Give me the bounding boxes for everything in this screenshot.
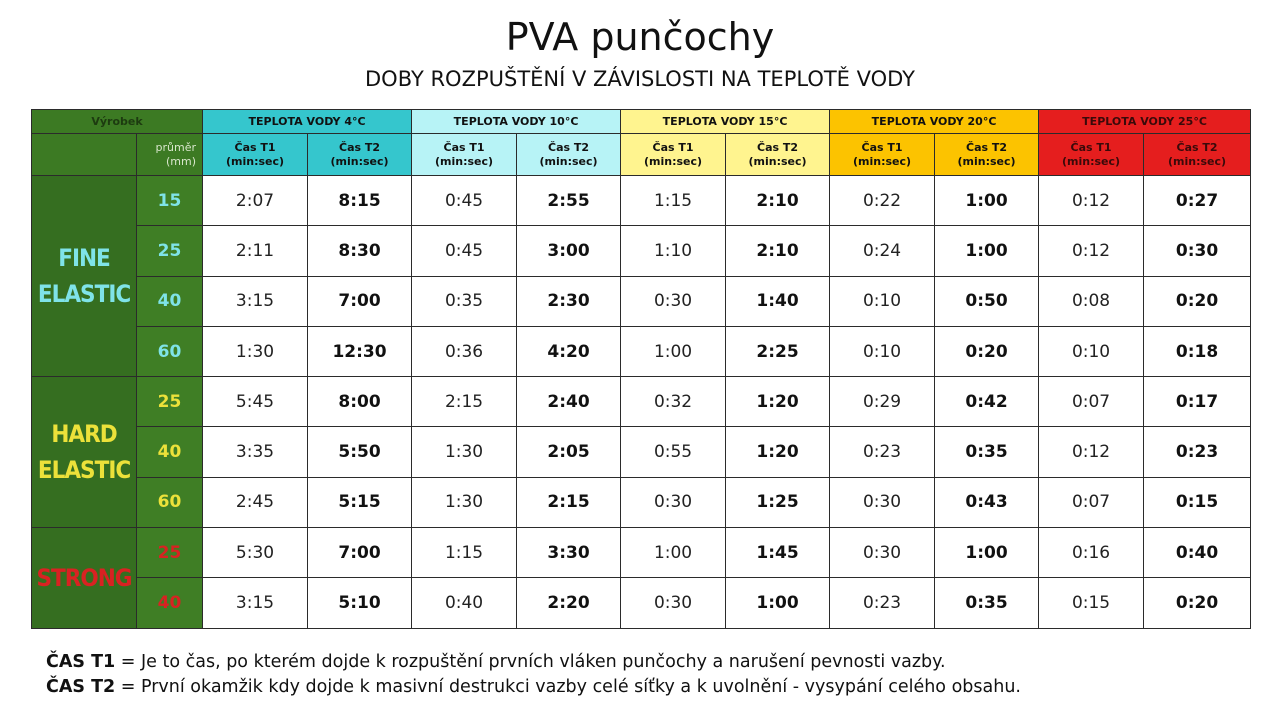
time-t1-cell: 0:12 — [1039, 427, 1144, 477]
legend-t2-text: = První okamžik kdy dojde k masivní destrukci vazby celé síťky a k uvolnění - vysypání celého obsahu. — [115, 677, 1021, 697]
diameter-header: průměr (mm) — [137, 134, 203, 176]
diameter-cell: 25 — [137, 226, 203, 276]
time-t2-cell: 4:20 — [517, 326, 621, 376]
time-t1-cell: 0:07 — [1039, 377, 1144, 427]
table-row — [32, 578, 1251, 628]
time-t2-cell: 2:05 — [517, 427, 621, 477]
table-row — [32, 326, 1251, 376]
time-t1-cell: 1:30 — [412, 477, 517, 527]
time-header-t2: Čas T2 (min:sec) — [308, 134, 412, 176]
time-t2-cell: 0:42 — [935, 377, 1039, 427]
table-row — [32, 377, 1251, 427]
time-t2-cell: 8:00 — [308, 377, 412, 427]
time-t2-cell: 1:40 — [726, 276, 830, 326]
table-row — [32, 528, 1251, 578]
time-t1-cell: 0:55 — [621, 427, 726, 477]
dissolution-table — [31, 109, 1251, 629]
time-header-t1: Čas T1 (min:sec) — [830, 134, 935, 176]
time-t1-cell: 0:45 — [412, 226, 517, 276]
diameter-cell: 60 — [137, 326, 203, 376]
legend — [46, 650, 1021, 700]
time-t2-cell: 2:15 — [517, 477, 621, 527]
time-t2-cell: 1:25 — [726, 477, 830, 527]
time-t2-cell: 0:27 — [1144, 176, 1251, 226]
time-t1-cell: 2:45 — [203, 477, 308, 527]
time-t1-cell: 0:30 — [830, 477, 935, 527]
product-header-blank — [32, 134, 137, 176]
time-t2-cell: 1:45 — [726, 528, 830, 578]
time-header-t2: Čas T2 (min:sec) — [1144, 134, 1251, 176]
time-t2-cell: 2:55 — [517, 176, 621, 226]
table-row — [32, 477, 1251, 527]
diameter-cell: 60 — [137, 477, 203, 527]
time-t2-cell: 0:15 — [1144, 477, 1251, 527]
time-t1-cell: 1:15 — [412, 528, 517, 578]
diameter-cell: 25 — [137, 528, 203, 578]
table-row — [32, 176, 1251, 226]
legend-t2-term: ČAS T2 — [46, 677, 116, 697]
product-strong: STRONG — [32, 528, 137, 629]
page-subtitle: DOBY ROZPUŠTĚNÍ V ZÁVISLOSTI NA TEPLOTĚ VODY — [365, 67, 915, 91]
time-t1-cell: 0:12 — [1039, 226, 1144, 276]
time-t2-cell: 0:50 — [935, 276, 1039, 326]
header-row-temperatures — [32, 110, 1251, 134]
time-t1-cell: 0:10 — [830, 276, 935, 326]
time-t1-cell: 1:30 — [412, 427, 517, 477]
time-t1-cell: 0:10 — [1039, 326, 1144, 376]
table-row — [32, 226, 1251, 276]
time-header-t2: Čas T2 (min:sec) — [726, 134, 830, 176]
time-t2-cell: 2:10 — [726, 176, 830, 226]
time-header-t1: Čas T1 (min:sec) — [203, 134, 308, 176]
temp-header-20: TEPLOTA VODY 20°C — [830, 110, 1039, 134]
time-header-t2: Čas T2 (min:sec) — [935, 134, 1039, 176]
product-fine-elastic: FINE ELASTIC — [32, 176, 137, 377]
time-t1-cell: 0:35 — [412, 276, 517, 326]
time-t1-cell: 0:15 — [1039, 578, 1144, 628]
time-t2-cell: 3:00 — [517, 226, 621, 276]
time-t1-cell: 0:30 — [621, 276, 726, 326]
temp-header-4: TEPLOTA VODY 4°C — [203, 110, 412, 134]
time-t2-cell: 7:00 — [308, 276, 412, 326]
time-t2-cell: 1:00 — [935, 226, 1039, 276]
time-t2-cell: 1:00 — [726, 578, 830, 628]
time-t1-cell: 0:29 — [830, 377, 935, 427]
product-header: Výrobek — [32, 110, 203, 134]
time-t1-cell: 2:07 — [203, 176, 308, 226]
time-t1-cell: 0:30 — [830, 528, 935, 578]
time-t2-cell: 5:10 — [308, 578, 412, 628]
time-t2-cell: 0:17 — [1144, 377, 1251, 427]
legend-t2 — [46, 675, 1021, 700]
time-t2-cell: 0:20 — [1144, 578, 1251, 628]
time-t1-cell: 5:45 — [203, 377, 308, 427]
time-t2-cell: 1:20 — [726, 427, 830, 477]
time-t1-cell: 0:40 — [412, 578, 517, 628]
time-t2-cell: 5:15 — [308, 477, 412, 527]
time-t2-cell: 3:30 — [517, 528, 621, 578]
time-t2-cell: 1:00 — [935, 528, 1039, 578]
time-t2-cell: 1:00 — [935, 176, 1039, 226]
time-header-t1: Čas T1 (min:sec) — [412, 134, 517, 176]
time-t1-cell: 5:30 — [203, 528, 308, 578]
time-t1-cell: 1:00 — [621, 326, 726, 376]
time-t2-cell: 8:15 — [308, 176, 412, 226]
time-t2-cell: 0:20 — [935, 326, 1039, 376]
time-t1-cell: 3:15 — [203, 276, 308, 326]
time-t2-cell: 0:40 — [1144, 528, 1251, 578]
time-t1-cell: 0:24 — [830, 226, 935, 276]
product-hard-elastic: HARD ELASTIC — [32, 377, 137, 528]
time-t1-cell: 1:00 — [621, 528, 726, 578]
time-t2-cell: 0:18 — [1144, 326, 1251, 376]
diameter-cell: 40 — [137, 276, 203, 326]
time-t1-cell: 0:36 — [412, 326, 517, 376]
time-t1-cell: 3:15 — [203, 578, 308, 628]
time-t1-cell: 2:11 — [203, 226, 308, 276]
table-row — [32, 427, 1251, 477]
time-t1-cell: 0:45 — [412, 176, 517, 226]
time-t1-cell: 0:23 — [830, 427, 935, 477]
time-t1-cell: 0:30 — [621, 477, 726, 527]
time-t1-cell: 0:30 — [621, 578, 726, 628]
time-t1-cell: 1:15 — [621, 176, 726, 226]
time-t1-cell: 2:15 — [412, 377, 517, 427]
time-t2-cell: 2:40 — [517, 377, 621, 427]
time-t2-cell: 0:20 — [1144, 276, 1251, 326]
time-t1-cell: 1:30 — [203, 326, 308, 376]
table-body — [32, 176, 1251, 629]
time-t1-cell: 0:12 — [1039, 176, 1144, 226]
page-title: PVA punčochy — [505, 15, 775, 59]
time-t2-cell: 1:20 — [726, 377, 830, 427]
legend-t1 — [46, 650, 1021, 675]
time-t2-cell: 2:25 — [726, 326, 830, 376]
diameter-cell: 25 — [137, 377, 203, 427]
diameter-cell: 40 — [137, 578, 203, 628]
temp-header-15: TEPLOTA VODY 15°C — [621, 110, 830, 134]
time-t1-cell: 0:08 — [1039, 276, 1144, 326]
time-header-t1: Čas T1 (min:sec) — [621, 134, 726, 176]
time-header-t2: Čas T2 (min:sec) — [517, 134, 621, 176]
diameter-cell: 15 — [137, 176, 203, 226]
time-t2-cell: 2:10 — [726, 226, 830, 276]
time-t2-cell: 0:35 — [935, 427, 1039, 477]
time-t1-cell: 1:10 — [621, 226, 726, 276]
diameter-cell: 40 — [137, 427, 203, 477]
time-t1-cell: 3:35 — [203, 427, 308, 477]
time-t2-cell: 0:30 — [1144, 226, 1251, 276]
legend-t1-text: = Je to čas, po kterém dojde k rozpuštění prvních vláken punčochy a narušení pevnosti vazby. — [115, 652, 946, 672]
table-row — [32, 276, 1251, 326]
time-t2-cell: 0:35 — [935, 578, 1039, 628]
header-row-times — [32, 134, 1251, 176]
temp-header-10: TEPLOTA VODY 10°C — [412, 110, 621, 134]
time-t1-cell: 0:23 — [830, 578, 935, 628]
time-t2-cell: 0:23 — [1144, 427, 1251, 477]
time-t1-cell: 0:22 — [830, 176, 935, 226]
time-t2-cell: 2:20 — [517, 578, 621, 628]
time-t1-cell: 0:32 — [621, 377, 726, 427]
time-t2-cell: 8:30 — [308, 226, 412, 276]
legend-t1-term: ČAS T1 — [46, 652, 116, 672]
time-t2-cell: 0:43 — [935, 477, 1039, 527]
time-t1-cell: 0:10 — [830, 326, 935, 376]
time-header-t1: Čas T1 (min:sec) — [1039, 134, 1144, 176]
time-t2-cell: 12:30 — [308, 326, 412, 376]
temp-header-25: TEPLOTA VODY 25°C — [1039, 110, 1251, 134]
time-t2-cell: 2:30 — [517, 276, 621, 326]
time-t1-cell: 0:16 — [1039, 528, 1144, 578]
time-t2-cell: 5:50 — [308, 427, 412, 477]
time-t2-cell: 7:00 — [308, 528, 412, 578]
time-t1-cell: 0:07 — [1039, 477, 1144, 527]
